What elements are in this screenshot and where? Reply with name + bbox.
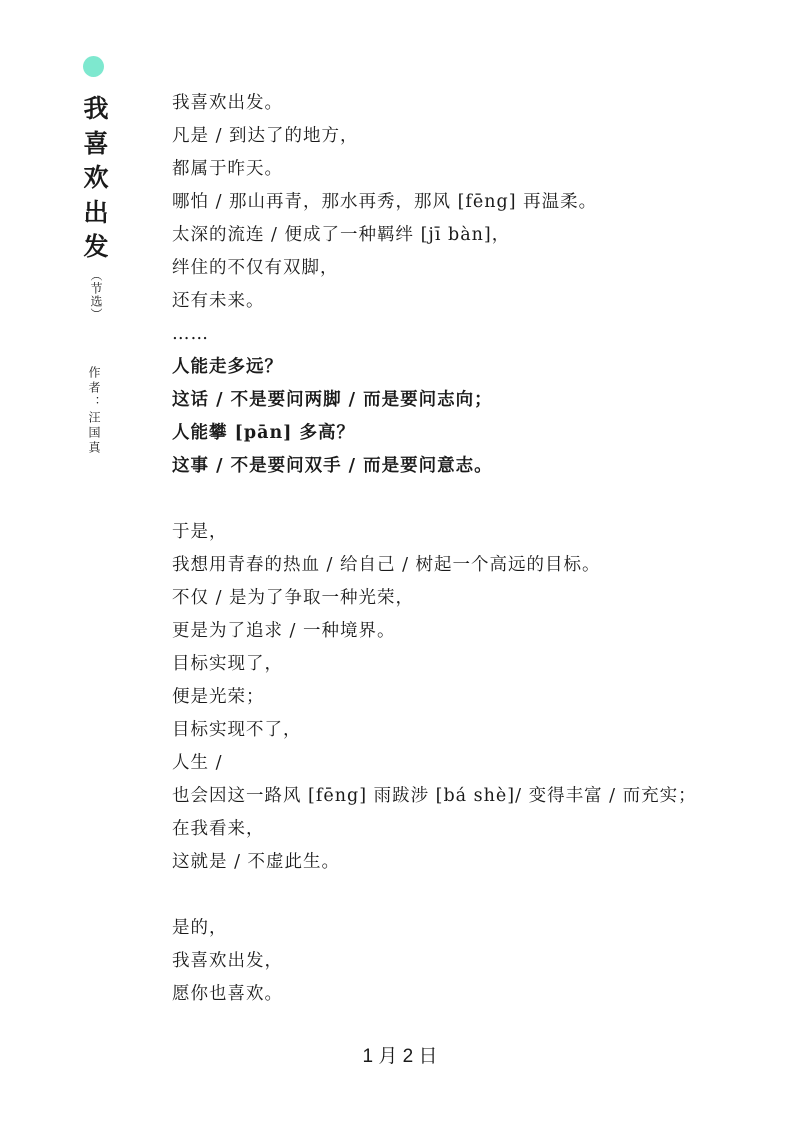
- poem-line: 愿你也喜欢。: [172, 984, 283, 1004]
- poem-subtitle: （节选）: [89, 268, 103, 321]
- title-char: 出: [83, 197, 109, 227]
- poem-line: 人生 /: [172, 753, 223, 773]
- poem-line: 我喜欢出发，: [172, 951, 283, 971]
- poem-line: 都属于昨天。: [172, 159, 283, 179]
- poem-line: 绊住的不仅有双脚，: [172, 258, 339, 278]
- title-char: 我: [83, 94, 109, 123]
- poem-line: 我喜欢出发。: [172, 93, 283, 113]
- poem-line: 人能攀 [pān] 多高？: [172, 423, 356, 443]
- poem-line: ……: [172, 324, 209, 344]
- poem-author: 作者：汪国真: [87, 366, 101, 456]
- poem-body: [172, 87, 772, 1011]
- poem-line: 于是，: [172, 522, 228, 542]
- decorative-dot: [83, 56, 104, 77]
- poem-line: 人能走多远？: [172, 357, 283, 377]
- poem-line: 这话 / 不是要问两脚 / 而是要问志向；: [172, 390, 493, 410]
- poem-line: 凡是 / 到达了的地方，: [172, 126, 359, 146]
- poem-title: [80, 92, 112, 321]
- stanza-break: [172, 483, 772, 516]
- poem-line: 不仅 / 是为了争取一种光荣，: [172, 588, 415, 608]
- poem-line: 更是为了追求 / 一种境界。: [172, 621, 396, 641]
- footer-date: 1 月 2 日: [362, 1046, 438, 1067]
- poem-line: 还有未来。: [172, 291, 265, 311]
- poem-line: 在我看来，: [172, 819, 265, 839]
- title-char: 喜: [83, 128, 109, 158]
- stanza-break: [172, 879, 772, 912]
- poem-line: 目标实现了，: [172, 654, 283, 674]
- poem-line: 这就是 / 不虚此生。: [172, 852, 341, 872]
- poem-line: 是的，: [172, 918, 228, 938]
- poem-line: 哪怕 / 那山再青，那水再秀，那风 [fēng] 再温柔。: [172, 192, 598, 212]
- title-char: 发: [83, 232, 109, 261]
- title-char: 欢: [83, 163, 109, 192]
- poem-line: 也会因这一路风 [fēng] 雨跋涉 [bá shè]/ 变得丰富 / 而充实；: [172, 786, 697, 806]
- poem-line: 这事 / 不是要问双手 / 而是要问意志。: [172, 456, 493, 476]
- poem-line: 太深的流连 / 便成了一种羁绊 [jī bàn]，: [172, 225, 511, 245]
- poem-line: 我想用青春的热血 / 给自己 / 树起一个高远的目标。: [172, 555, 601, 575]
- poem-line: 便是光荣；: [172, 687, 265, 707]
- poem-line: 目标实现不了，: [172, 720, 302, 740]
